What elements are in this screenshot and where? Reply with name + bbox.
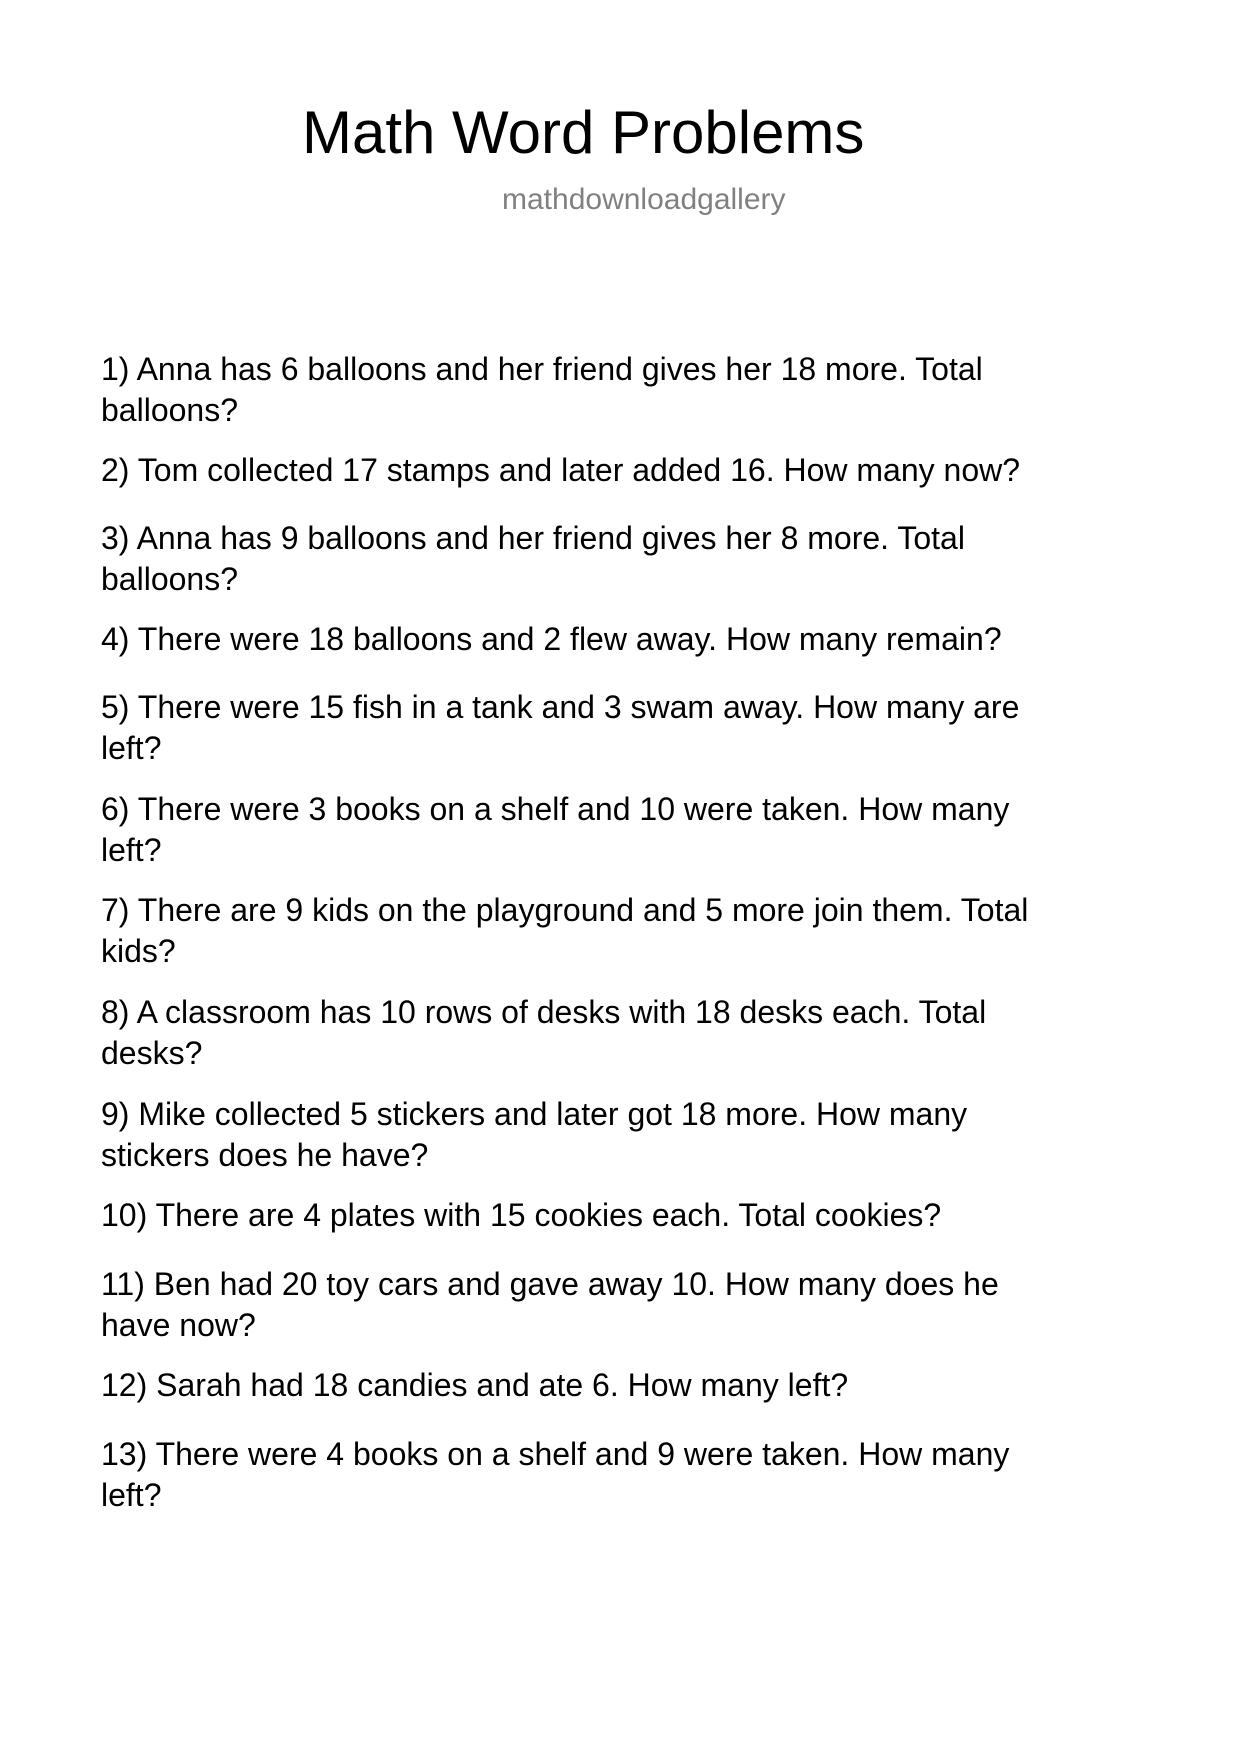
problem-text-line: stickers does he have? <box>101 1137 429 1173</box>
problem-text-line: left? <box>101 730 162 766</box>
problem-text-line: kids? <box>101 933 176 969</box>
page-title: Math Word Problems <box>302 99 865 166</box>
problem-11 <box>101 1264 1141 1346</box>
problem-text-line: 10) There are 4 plates with 15 cookies each. Total cookies? <box>101 1197 942 1233</box>
problem-text-line: 5) There were 15 fish in a tank and 3 swam away. How many are <box>101 689 1020 725</box>
problem-12 <box>101 1365 1141 1406</box>
problem-text-line: left? <box>101 832 162 868</box>
problem-text-line: 13) There were 4 books on a shelf and 9 were taken. How many <box>101 1436 1010 1472</box>
problem-text-line: 4) There were 18 balloons and 2 flew away. How many remain? <box>101 621 1002 657</box>
problem-9 <box>101 1094 1141 1176</box>
problem-text-line: have now? <box>101 1307 256 1343</box>
problem-3 <box>101 518 1141 600</box>
problem-text-line: 9) Mike collected 5 stickers and later got 18 more. How many <box>101 1096 968 1132</box>
problem-text-line: 12) Sarah had 18 candies and ate 6. How many left? <box>101 1367 849 1403</box>
problem-6 <box>101 789 1141 871</box>
problem-2 <box>101 450 1141 491</box>
problem-text-line: 3) Anna has 9 balloons and her friend gives her 8 more. Total <box>101 520 965 556</box>
problem-text-line: 7) There are 9 kids on the playground and 5 more join them. Total <box>101 892 1029 928</box>
problem-text-line: 1) Anna has 6 balloons and her friend gives her 18 more. Total <box>101 351 983 387</box>
problem-1 <box>101 349 1141 431</box>
problem-7 <box>101 890 1141 972</box>
problem-13 <box>101 1434 1141 1516</box>
problem-text-line: balloons? <box>101 561 238 597</box>
problem-4 <box>101 619 1141 660</box>
problem-10 <box>101 1195 1141 1236</box>
problem-8 <box>101 992 1141 1074</box>
problem-text-line: 2) Tom collected 17 stamps and later added 16. How many now? <box>101 452 1021 488</box>
problem-text-line: desks? <box>101 1035 203 1071</box>
problem-text-line: 8) A classroom has 10 rows of desks with 18 desks each. Total <box>101 994 987 1030</box>
page-subtitle: mathdownloadgallery <box>502 183 786 216</box>
problem-text-line: 6) There were 3 books on a shelf and 10 were taken. How many <box>101 791 1010 827</box>
problem-5 <box>101 687 1141 769</box>
problem-text-line: left? <box>101 1477 162 1513</box>
problem-text-line: 11) Ben had 20 toy cars and gave away 10. How many does he <box>101 1266 999 1302</box>
problem-text-line: balloons? <box>101 392 238 428</box>
